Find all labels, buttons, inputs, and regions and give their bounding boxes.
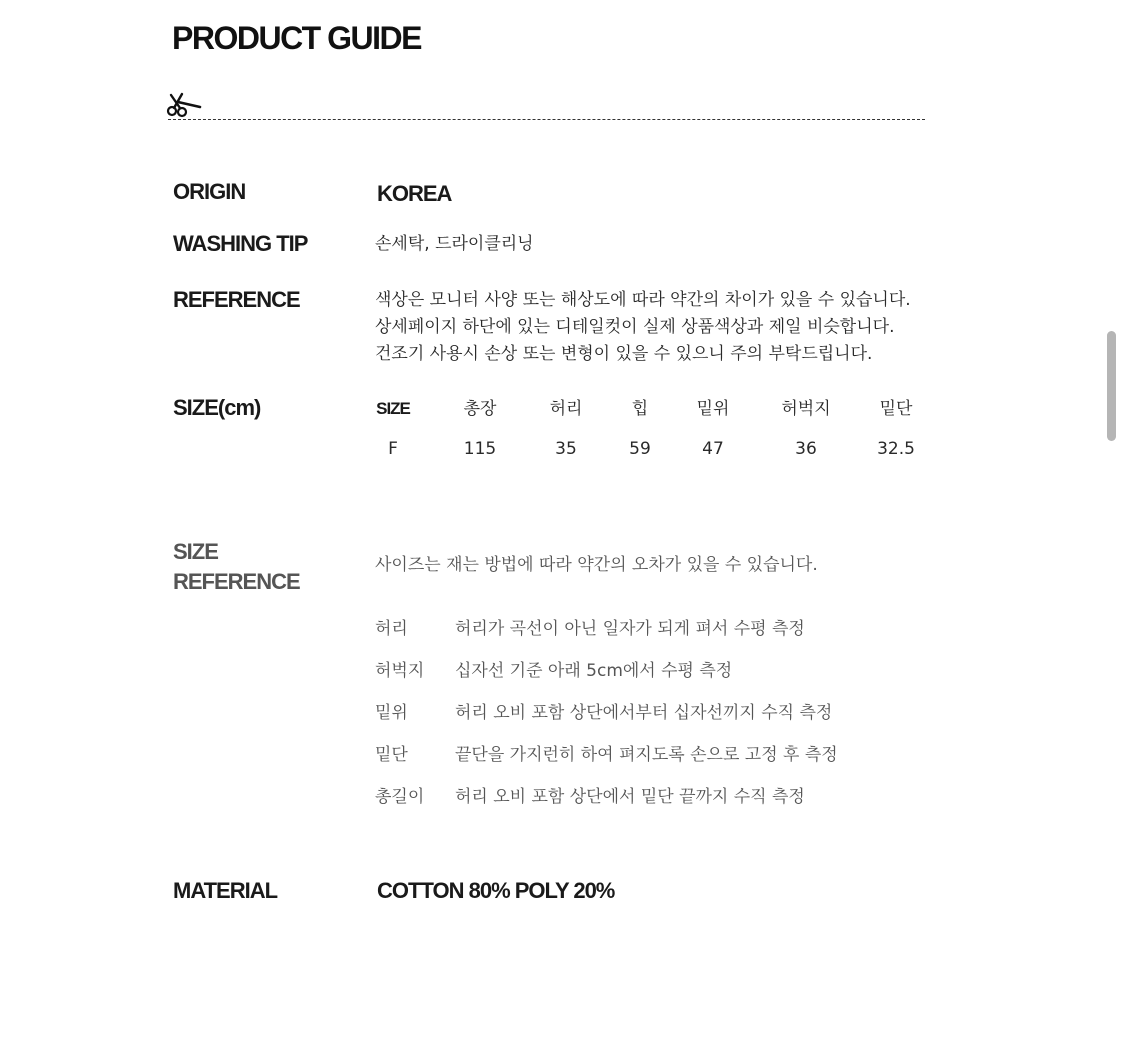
table-row	[372, 435, 932, 475]
size-reference-label-line1: SIZE	[173, 539, 218, 564]
measure-desc: 허리 오비 포함 상단에서 밑단 끝까지 수직 측정	[455, 787, 805, 807]
material-value: COTTON 80% POLY 20%	[377, 878, 615, 903]
origin-label: ORIGIN	[173, 179, 246, 204]
measure-desc: 허리가 곡선이 아닌 일자가 되게 펴서 수평 측정	[455, 619, 805, 639]
size-header-cell: 힙	[631, 399, 649, 419]
scissors-icon	[165, 90, 203, 118]
reference-line: 상세페이지 하단에 있는 디테일컷이 실제 상품색상과 제일 비슷합니다.	[375, 317, 895, 337]
size-cell: 32.5	[877, 439, 915, 459]
size-header-cell: 총장	[463, 399, 497, 419]
measure-name: 총길이	[375, 787, 425, 807]
reference-line: 건조기 사용시 손상 또는 변형이 있을 수 있으니 주의 부탁드립니다.	[375, 344, 873, 364]
size-header-cell: 허벅지	[781, 399, 831, 419]
material-label: MATERIAL	[173, 878, 278, 903]
reference-line: 색상은 모니터 사양 또는 해상도에 따라 약간의 차이가 있을 수 있습니다.	[375, 290, 911, 310]
size-cell: 35	[555, 439, 577, 459]
size-header-cell: 밑단	[879, 399, 913, 419]
origin-value: KOREA	[377, 181, 452, 206]
size-table-header	[372, 395, 932, 435]
measure-desc: 끝단을 가지런히 하여 펴지도록 손으로 고정 후 측정	[455, 745, 838, 765]
size-reference-label-line2: REFERENCE	[173, 569, 300, 594]
measure-name: 허리	[375, 619, 408, 639]
reference-label: REFERENCE	[173, 287, 300, 312]
cut-line-divider	[168, 119, 925, 120]
size-table	[372, 395, 932, 475]
measure-desc: 십자선 기준 아래 5cm에서 수평 측정	[455, 661, 733, 681]
size-label: SIZE(cm)	[173, 395, 261, 420]
page-title: PRODUCT GUIDE	[172, 20, 421, 56]
size-cell: 36	[795, 439, 817, 459]
measure-name: 허벅지	[375, 661, 425, 681]
size-header-cell: 허리	[549, 399, 583, 419]
size-cell: 59	[629, 439, 651, 459]
measure-name: 밑위	[375, 703, 408, 723]
scrollbar-thumb[interactable]	[1107, 331, 1116, 441]
size-header-cell: SIZE	[376, 399, 410, 418]
size-reference-note: 사이즈는 재는 방법에 따라 약간의 오차가 있을 수 있습니다.	[375, 555, 818, 575]
size-header-cell: 밑위	[696, 399, 730, 419]
washing-tip-value: 손세탁, 드라이클리닝	[375, 234, 534, 254]
measure-name: 밑단	[375, 745, 408, 765]
washing-tip-label: WASHING TIP	[173, 231, 308, 256]
size-cell: F	[388, 439, 398, 459]
measure-desc: 허리 오비 포함 상단에서부터 십자선끼지 수직 측정	[455, 703, 833, 723]
size-cell: 47	[702, 439, 724, 459]
size-cell: 115	[463, 439, 497, 459]
